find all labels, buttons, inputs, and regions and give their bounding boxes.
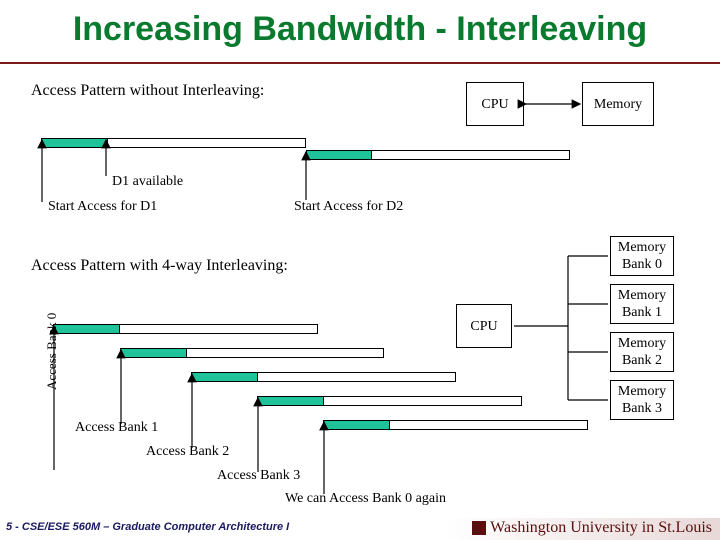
interleave-heading: Access Pattern with 4-way Interleaving:	[31, 257, 288, 274]
shield-icon	[472, 521, 486, 535]
memory-bank-2-box: Memory Bank 2	[610, 332, 674, 372]
access-bank3-label: Access Bank 3	[217, 468, 301, 483]
d1-available-label: D1 available	[112, 174, 184, 189]
course-footer: 5 - CSE/ESE 560M – Graduate Computer Architecture I	[6, 521, 290, 533]
memory-box: Memory	[582, 82, 654, 126]
memory-bank-0-box: Memory Bank 0	[610, 236, 674, 276]
cpu-box-1: CPU	[466, 82, 524, 126]
access-bank1-label: Access Bank 1	[75, 420, 159, 435]
again-label: We can Access Bank 0 again	[285, 491, 446, 506]
access-bank0-label: Access Bank 0	[44, 312, 59, 390]
start-d2-label: Start Access for D2	[294, 199, 404, 214]
cpu-box-2: CPU	[456, 304, 512, 348]
memory-bank-1-box: Memory Bank 1	[610, 284, 674, 324]
access-bank2-label: Access Bank 2	[146, 444, 230, 459]
university-name: Washington University in St.Louis	[490, 519, 712, 536]
no-interleave-heading: Access Pattern without Interleaving:	[31, 82, 265, 99]
page-title: Increasing Bandwidth - Interleaving	[72, 10, 648, 48]
memory-bank-3-box: Memory Bank 3	[610, 380, 674, 420]
start-d1-label: Start Access for D1	[48, 199, 158, 214]
university-logo	[472, 519, 712, 537]
